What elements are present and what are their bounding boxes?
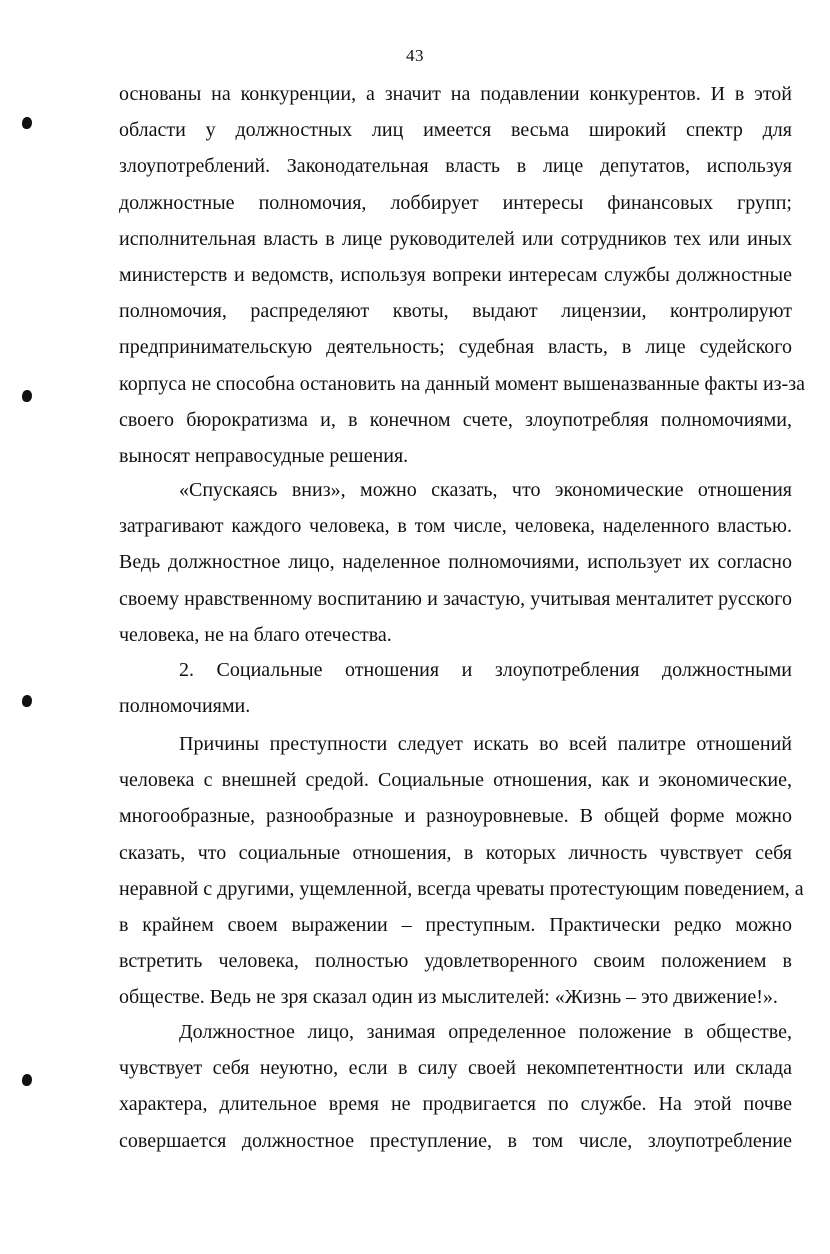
punch-hole-mark (22, 390, 32, 402)
text-line: Должностное лицо, занимая определенное положение в обществе, (179, 1021, 792, 1043)
text-line: должностные полномочия, лоббирует интересы финансовых групп; (119, 191, 792, 214)
punch-hole-mark (22, 117, 32, 129)
text-line: своего бюрократизма и, в конечном счете, злоупотребляя полномочиями, (119, 408, 792, 431)
punch-hole-mark (22, 695, 32, 707)
text-line: чувствует себя неуютно, если в силу своей некомпетентности или склада (119, 1057, 792, 1080)
text-line: Причины преступности следует искать во всей палитре отношений (179, 733, 792, 755)
paragraph-1 (119, 76, 805, 474)
text-line: предпринимательскую деятельность; судебная власть, в лице судейского (119, 336, 792, 359)
text-line: министерств и ведомств, используя вопреки интересам службы должностные (119, 263, 792, 286)
text-line: обществе. Ведь не зря сказал один из мыслителей: «Жизнь – это движение!». (119, 986, 778, 1009)
punch-hole-mark (22, 1074, 32, 1086)
text-line: встретить человека, полностью удовлетворенного своим положением в (119, 950, 792, 973)
text-line: человека с внешней средой. Социальные отношения, как и экономические, (119, 769, 792, 792)
text-line: сказать, что социальные отношения, в которых личность чувствует себя (119, 841, 792, 864)
text-line: затрагивают каждого человека, в том числе, человека, наделенного властью. (119, 515, 792, 538)
text-line: в крайнем своем выражении – преступным. Практически редко можно (119, 913, 792, 936)
text-line: Ведь должностное лицо, наделенное полномочиями, использует их согласно (119, 551, 792, 574)
page-number: 43 (406, 46, 424, 65)
section-heading (119, 652, 792, 724)
paragraph-3 (119, 726, 804, 1016)
text-line: корпуса не способна остановить на данный момент вышеназванные факты из-за (119, 372, 805, 395)
text-line: «Спускаясь вниз», можно сказать, что экономические отношения (179, 479, 792, 501)
text-line: многообразные, разнообразные и разноуровневые. В общей форме можно (119, 805, 792, 828)
text-line: человека, не на благо отечества. (119, 623, 392, 646)
text-line: полномочия, распределяют квоты, выдают лицензии, контролируют (119, 300, 792, 323)
text-line: неравной с другими, ущемленной, всегда чреваты протестующим поведением, а (119, 877, 804, 900)
heading-line: 2. Социальные отношения и злоупотребления должностными (179, 659, 792, 681)
text-line: исполнительная власть в лице руководителей или сотрудников тех или иных (119, 227, 792, 250)
paragraph-4 (119, 1014, 792, 1159)
text-line: области у должностных лиц имеется весьма широкий спектр для (119, 119, 792, 142)
text-line: своему нравственному воспитанию и зачастую, учитывая менталитет русского (119, 587, 792, 610)
text-line: основаны на конкуренции, а значит на подавлении конкурентов. И в этой (119, 83, 792, 105)
text-line: совершается должностное преступление, в том числе, злоупотребление (119, 1129, 792, 1152)
text-line: злоупотреблений. Законодательная власть в лице депутатов, используя (119, 155, 792, 178)
text-line: выносят неправосудные решения. (119, 444, 409, 467)
paragraph-2 (119, 472, 792, 653)
text-line: характера, длительное время не продвигается по службе. На этой почве (119, 1093, 792, 1116)
heading-line: полномочиями. (119, 695, 251, 718)
